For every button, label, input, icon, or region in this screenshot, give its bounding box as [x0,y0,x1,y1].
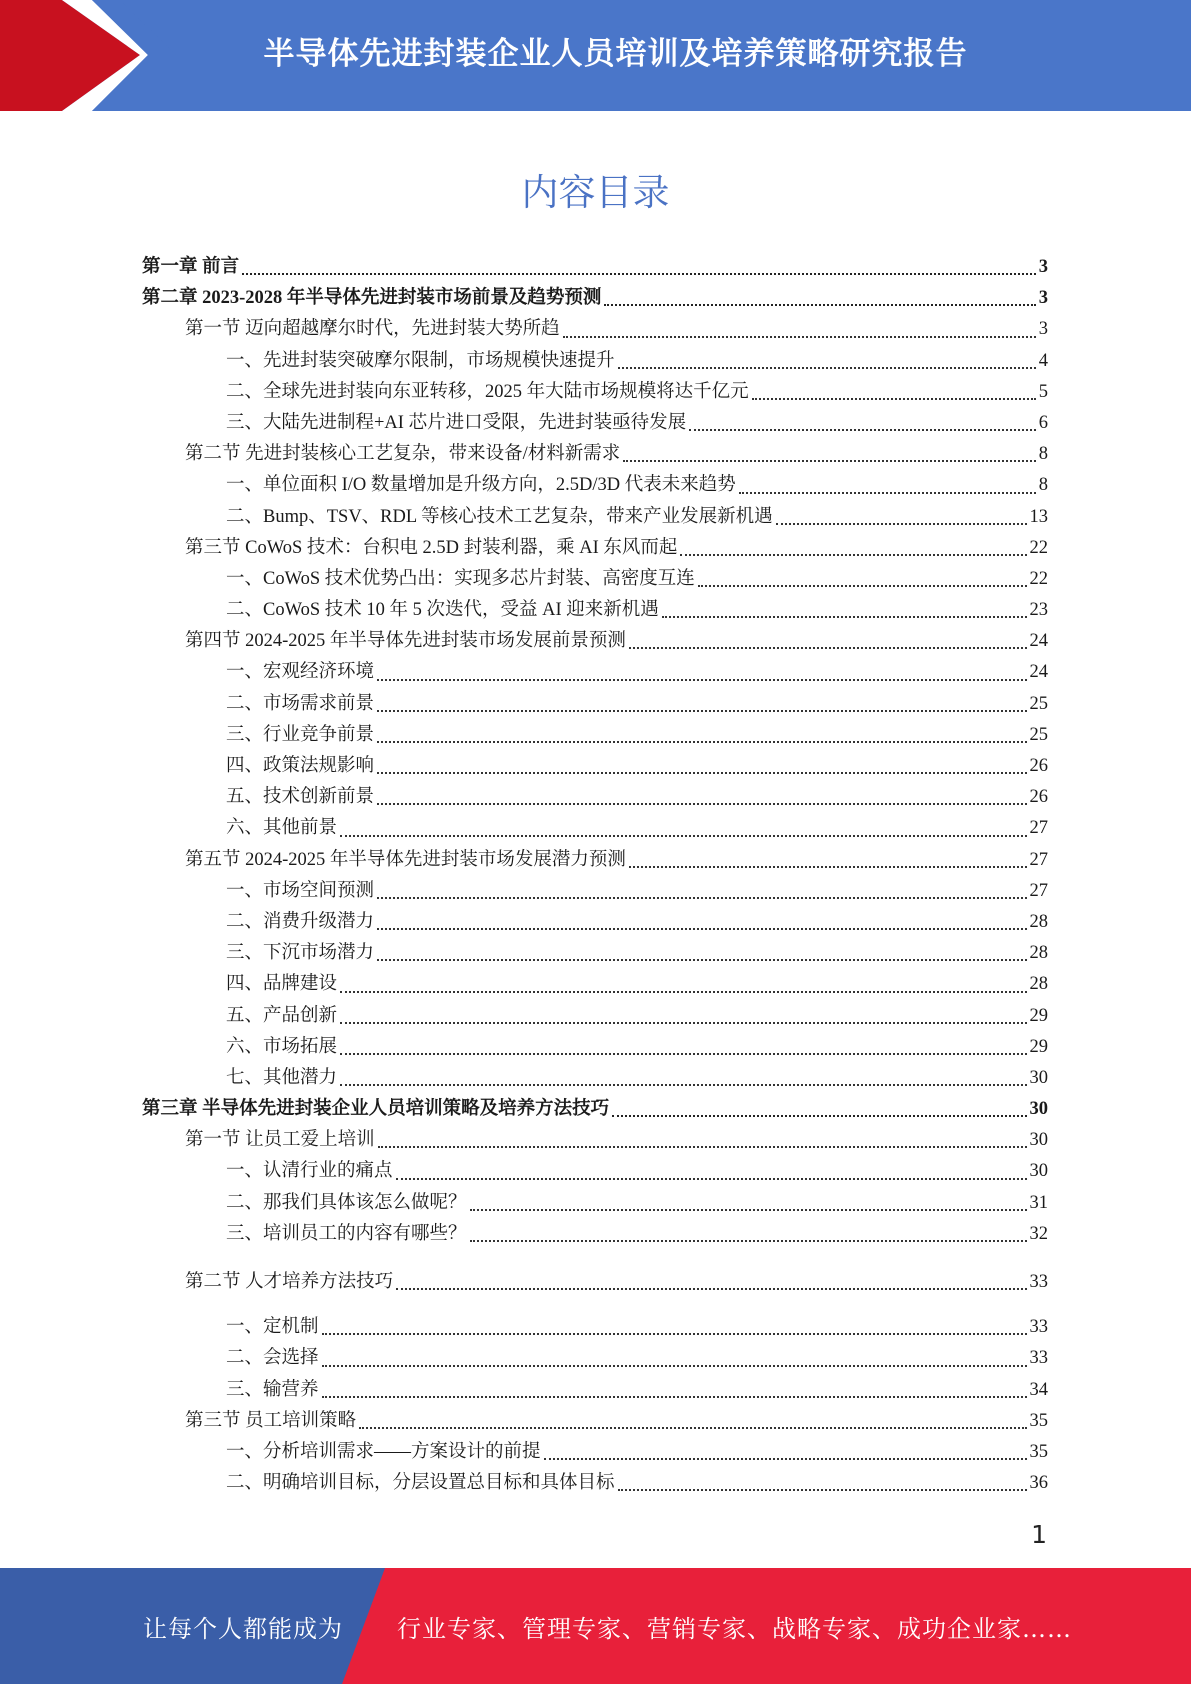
toc-entry[interactable] [142,813,1048,844]
footer-slogan-right: 行业专家、管理专家、营销专家、战略专家、成功企业家…… [397,1614,1072,1643]
toc-entry-page: 3 [1038,257,1048,277]
toc-entry-page: 33 [1029,1317,1048,1338]
dot-leader [618,366,1036,369]
toc-entry-title: 第二章 2023-2028 年半导体先进封装市场前景及趋势预测 [142,288,602,309]
page-footer-banner [0,1568,1191,1684]
toc-entry[interactable] [142,1437,1048,1468]
toc-heading: 内容目录 [521,171,670,214]
toc-entry-page: 3 [1038,319,1048,340]
toc-entry-page: 33 [1029,1348,1048,1369]
toc-entry-title: 三、输营养 [226,1379,319,1400]
dot-leader [322,1364,1027,1367]
toc-entry-title: 第五节 2024-2025 年半导体先进封装市场发展潜力预测 [185,849,626,870]
dot-leader [739,491,1036,494]
toc-entry-title: 一、分析培训需求——方案设计的前提 [226,1441,541,1462]
dot-leader [752,397,1036,400]
dot-leader [359,1426,1026,1429]
toc-entry-title: 第二节 先进封装核心工艺复杂，带来设备/材料新需求 [185,444,621,465]
toc-entry[interactable] [142,938,1048,969]
toc-entry-title: 三、培训员工的内容有哪些？ [226,1223,467,1244]
toc-entry-page: 26 [1029,756,1048,776]
toc-entry-title: 第一节 让员工爱上培训 [185,1130,375,1151]
toc-entry[interactable] [142,470,1048,501]
dot-leader [563,335,1036,338]
toc-entry-page: 24 [1029,631,1048,652]
dot-leader [623,459,1035,462]
toc-entry-title: 第三章 半导体先进封装企业人员培训策略及培养方法技巧 [142,1099,610,1120]
toc-entry[interactable] [142,1375,1048,1406]
toc-entry-title: 六、市场拓展 [226,1036,338,1057]
toc-entry[interactable] [142,408,1048,439]
toc-entry[interactable] [142,1156,1048,1187]
toc-entry[interactable] [142,876,1048,907]
toc-entry[interactable] [142,1001,1048,1032]
page-number: 1 [1031,1520,1047,1549]
toc-entry-page: 35 [1029,1410,1048,1431]
toc-entry-page: 29 [1029,1036,1048,1057]
toc-entry-title: 第四节 2024-2025 年半导体先进封装市场发展前景预测 [185,631,626,652]
toc-entry[interactable] [142,377,1048,408]
toc-entry[interactable] [142,346,1048,377]
toc-entry-page: 25 [1029,724,1048,745]
toc-entry-page: 27 [1029,880,1048,901]
toc-entry[interactable] [142,1188,1048,1219]
toc-entry-title: 六、其他前景 [226,818,338,839]
toc-entry-page: 5 [1038,381,1048,402]
dot-leader [340,834,1026,837]
toc-entry-title: 一、CoWoS 技术优势凸出：实现多芯片封装、高密度互连 [226,568,695,589]
toc-entry-title: 一、认清行业的痛点 [226,1161,393,1182]
toc-entry-page: 3 [1038,288,1048,309]
toc-entry-page: 23 [1029,600,1048,621]
dot-leader [470,1239,1027,1242]
toc-entry-title: 三、下沉市场潜力 [226,943,375,964]
toc-entry[interactable] [142,564,1048,595]
toc-entry-page: 29 [1029,1005,1048,1026]
toc-entry-page: 8 [1038,475,1048,496]
toc-entry-title: 一、先进封装突破摩尔限制，市场规模快速提升 [226,350,615,371]
dot-leader [377,740,1026,743]
toc-entry-page: 26 [1029,787,1048,808]
toc-entry[interactable] [142,845,1048,876]
toc-entry-page: 28 [1029,911,1048,932]
toc-entry-title: 第三节 CoWoS 技术：台积电 2.5D 封装利器，乘 AI 东风而起 [185,537,678,558]
toc-entry-page: 22 [1029,537,1048,558]
table-of-contents [142,252,1048,1499]
toc-entry-title: 二、那我们具体该怎么做呢？ [226,1192,467,1213]
dot-leader [618,1488,1027,1491]
toc-entry[interactable] [142,1267,1048,1298]
toc-entry[interactable] [142,626,1048,657]
dot-leader [470,1208,1027,1211]
dot-leader [396,1287,1026,1290]
toc-entry-title: 一、市场空间预测 [226,880,375,901]
dot-leader [340,1021,1026,1024]
toc-entry[interactable] [142,252,1048,283]
toc-entry[interactable] [142,969,1048,1000]
toc-entry-page: 35 [1029,1441,1048,1462]
toc-entry-page: 30 [1029,1161,1048,1182]
toc-entry-page: 25 [1029,693,1048,714]
dot-leader [322,1332,1027,1335]
dot-leader [680,553,1026,556]
toc-entry-page: 24 [1029,662,1048,683]
toc-entry[interactable] [142,907,1048,938]
footer-slogan-left: 让每个人都能成为 [143,1614,343,1643]
toc-entry-page: 28 [1029,943,1048,964]
toc-entry-page: 31 [1029,1192,1048,1213]
page-header-banner [0,0,1191,111]
dot-leader [377,771,1026,774]
toc-entry-page: 28 [1029,974,1048,995]
dot-leader [340,1083,1026,1086]
toc-entry-title: 七、其他潜力 [226,1067,338,1088]
toc-entry-title: 二、消费升级潜力 [226,911,375,932]
dot-leader [629,646,1027,649]
toc-entry-page: 13 [1029,506,1048,527]
toc-entry[interactable] [142,439,1048,470]
toc-entry[interactable] [142,1032,1048,1063]
dot-leader [340,1052,1026,1055]
toc-entry[interactable] [142,533,1048,564]
dot-leader [604,303,1035,306]
toc-entry-title: 第三节 员工培训策略 [185,1410,357,1431]
dot-leader [377,958,1026,961]
toc-entry-title: 一、宏观经济环境 [226,662,375,683]
dot-leader [689,428,1036,431]
toc-entry-page: 4 [1038,350,1048,371]
toc-entry-title: 二、明确培训目标，分层设置总目标和具体目标 [226,1473,615,1494]
dot-leader [698,584,1027,587]
toc-entry-page: 27 [1029,849,1048,870]
toc-entry-page: 8 [1038,444,1048,465]
report-title: 半导体先进封装企业人员培训及培养策略研究报告 [263,35,968,72]
toc-entry[interactable] [142,1094,1048,1125]
dot-leader [377,709,1026,712]
toc-entry-title: 五、技术创新前景 [226,787,375,808]
toc-entry-page: 33 [1029,1272,1048,1292]
toc-entry-title: 一、定机制 [226,1317,319,1338]
toc-entry-title: 四、品牌建设 [226,974,338,995]
toc-entry-page: 27 [1029,818,1048,839]
toc-entry[interactable] [142,1468,1048,1499]
toc-entry[interactable] [142,657,1048,688]
dot-leader [242,272,1036,275]
toc-entry[interactable] [142,502,1048,533]
toc-entry[interactable] [142,1312,1048,1343]
toc-entry-title: 五、产品创新 [226,1005,338,1026]
toc-entry-title: 二、CoWoS 技术 10 年 5 次迭代，受益 AI 迎来新机遇 [226,600,659,621]
toc-entry-page: 22 [1029,568,1048,589]
toc-entry-title: 二、会选择 [226,1348,319,1369]
toc-entry-title: 二、市场需求前景 [226,693,375,714]
toc-entry-title: 三、行业竞争前景 [226,724,375,745]
dot-leader [629,865,1027,868]
dot-leader [377,678,1026,681]
toc-entry-page: 30 [1029,1067,1048,1088]
toc-entry-title: 二、Bump、TSV、RDL 等核心技术工艺复杂，带来产业发展新机遇 [226,506,773,527]
toc-entry[interactable] [142,751,1048,782]
toc-entry-page: 30 [1029,1130,1048,1151]
toc-entry[interactable] [142,1406,1048,1437]
toc-entry-page: 6 [1038,412,1048,433]
toc-entry[interactable] [142,314,1048,345]
toc-entry[interactable] [142,720,1048,751]
toc-entry-page: 36 [1029,1473,1048,1494]
toc-entry-title: 四、政策法规影响 [226,756,375,776]
dot-leader [322,1395,1027,1398]
toc-entry[interactable] [142,595,1048,626]
dot-leader [776,522,1027,525]
dot-leader [662,615,1027,618]
toc-entry[interactable] [142,1063,1048,1094]
dot-leader [612,1114,1026,1117]
toc-entry[interactable] [142,689,1048,720]
toc-entry-title: 第二节 人才培养方法技巧 [185,1272,394,1292]
dot-leader [544,1457,1027,1460]
toc-entry-title: 第一节 迈向超越摩尔时代，先进封装大势所趋 [185,319,560,340]
toc-entry[interactable] [142,1219,1048,1250]
toc-entry[interactable] [142,1343,1048,1374]
toc-entry[interactable] [142,283,1048,314]
toc-entry-title: 第一章 前言 [142,257,240,277]
toc-entry-page: 30 [1029,1099,1048,1120]
dot-leader [377,802,1026,805]
toc-entry[interactable] [142,1125,1048,1156]
toc-entry-page: 34 [1029,1379,1048,1400]
toc-entry-title: 三、大陆先进制程+AI 芯片进口受限，先进封装亟待发展 [226,412,687,433]
dot-leader [377,896,1026,899]
toc-entry-page: 32 [1029,1223,1048,1244]
dot-leader [378,1145,1027,1148]
toc-entry-title: 二、全球先进封装向东亚转移，2025 年大陆市场规模将达千亿元 [226,381,749,402]
dot-leader [396,1177,1027,1180]
toc-entry-title: 一、单位面积 I/O 数量增加是升级方向，2.5D/3D 代表未来趋势 [226,475,736,496]
dot-leader [377,927,1026,930]
toc-entry[interactable] [142,782,1048,813]
dot-leader [340,990,1026,993]
